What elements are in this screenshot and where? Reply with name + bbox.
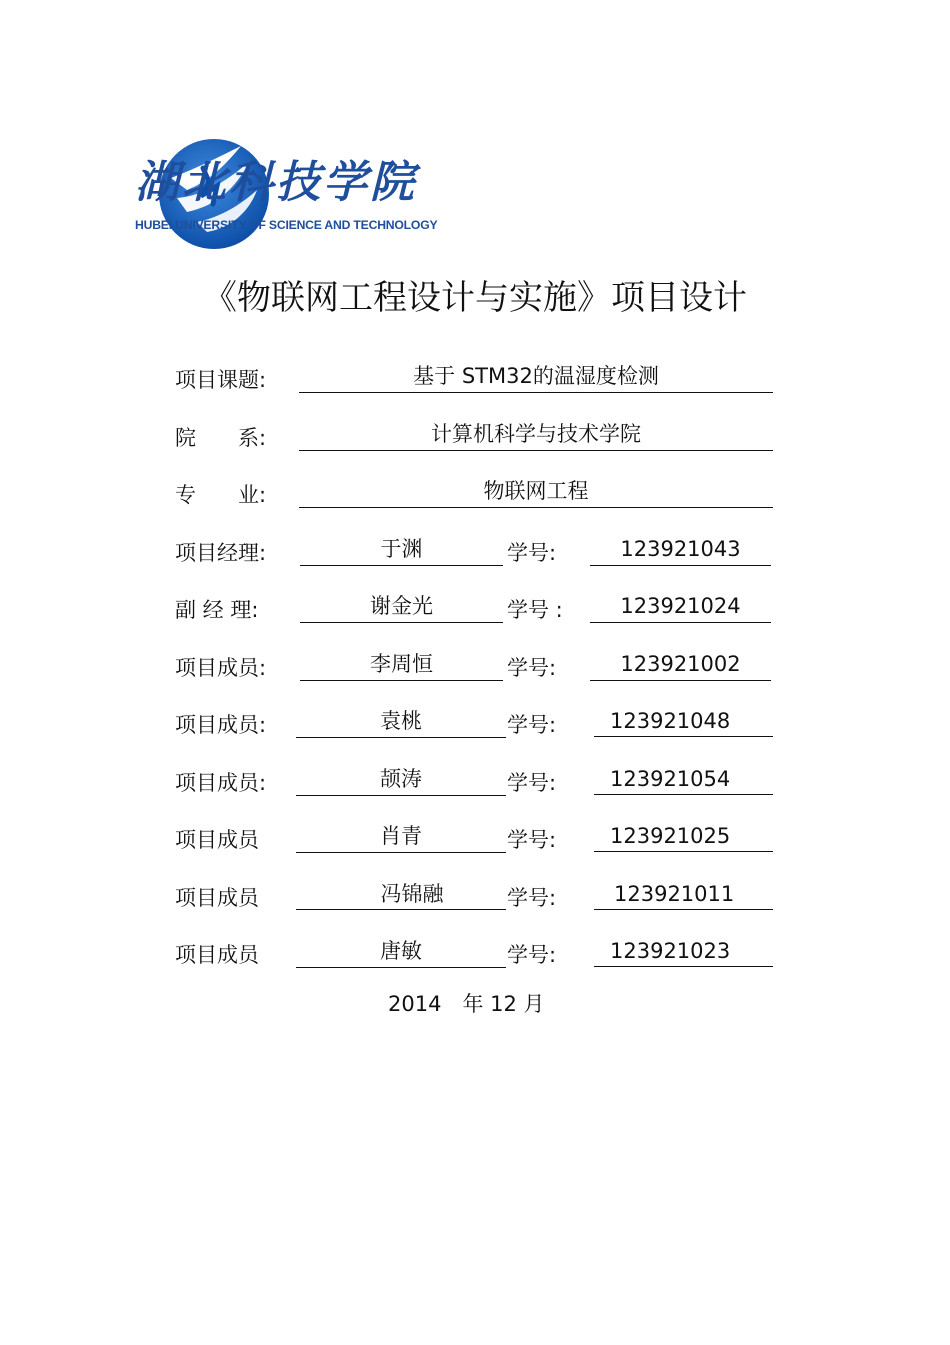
student-id: 123921011: [594, 876, 773, 910]
student-id: 123921054: [594, 761, 773, 795]
student-id: 123921023: [594, 933, 773, 967]
student-id-label: 学号:: [507, 656, 557, 680]
department-label: 院 系:: [175, 426, 267, 450]
member-name: 于渊: [300, 531, 503, 566]
university-name-en: HUBEI UNIVERSITY OF SCIENCE AND TECHNOLOGY: [135, 218, 438, 232]
member-row: [0, 531, 950, 571]
member-role: 项目成员:: [175, 656, 267, 680]
member-name: 李周恒: [300, 646, 503, 681]
student-id-label: 学号:: [507, 943, 557, 967]
member-role: 项目成员: [175, 828, 259, 852]
topic-row: [0, 358, 950, 398]
member-role: 项目成员: [175, 886, 259, 910]
member-name: 谢金光: [300, 588, 503, 623]
member-name: 冯锦融: [296, 876, 506, 910]
major-label: 专 业:: [175, 483, 267, 507]
member-row: [0, 588, 950, 628]
member-row: [0, 818, 950, 858]
student-id-label: 学号:: [507, 886, 557, 910]
topic-label: 项目课题:: [175, 368, 267, 392]
member-name: 唐敏: [296, 933, 506, 968]
member-name: 颉涛: [296, 761, 506, 796]
member-role: 项目成员: [175, 943, 259, 967]
department-value: 计算机科学与技术学院: [299, 416, 773, 451]
student-id-label: 学号:: [507, 828, 557, 852]
student-id-label: 学号:: [507, 713, 557, 737]
member-name: 袁桃: [296, 703, 506, 738]
student-id-label: 学号 :: [507, 598, 563, 622]
student-id: 123921043: [590, 531, 771, 566]
member-role: 副 经 理:: [175, 598, 259, 622]
member-row: [0, 761, 950, 801]
document-title: 《物联网工程设计与实施》项目设计: [203, 278, 747, 318]
member-row: [0, 646, 950, 686]
member-role: 项目经理:: [175, 541, 267, 565]
student-id: 123921048: [594, 703, 773, 737]
document-date: 2014 年 12 月: [388, 992, 545, 1016]
member-row: [0, 933, 950, 973]
student-id: 123921024: [590, 588, 771, 623]
topic-value: 基于 STM32的温湿度检测: [299, 358, 773, 393]
major-row: [0, 473, 950, 513]
student-id: 123921025: [594, 818, 773, 852]
member-name: 肖青: [296, 818, 506, 853]
member-row: [0, 876, 950, 916]
university-name-cn: 湖北科技学院: [135, 157, 417, 208]
department-row: [0, 416, 950, 456]
member-role: 项目成员:: [175, 713, 267, 737]
member-row: [0, 703, 950, 743]
student-id-label: 学号:: [507, 541, 557, 565]
student-id-label: 学号:: [507, 771, 557, 795]
major-value: 物联网工程: [299, 473, 773, 508]
student-id: 123921002: [590, 646, 771, 681]
member-role: 项目成员:: [175, 771, 267, 795]
